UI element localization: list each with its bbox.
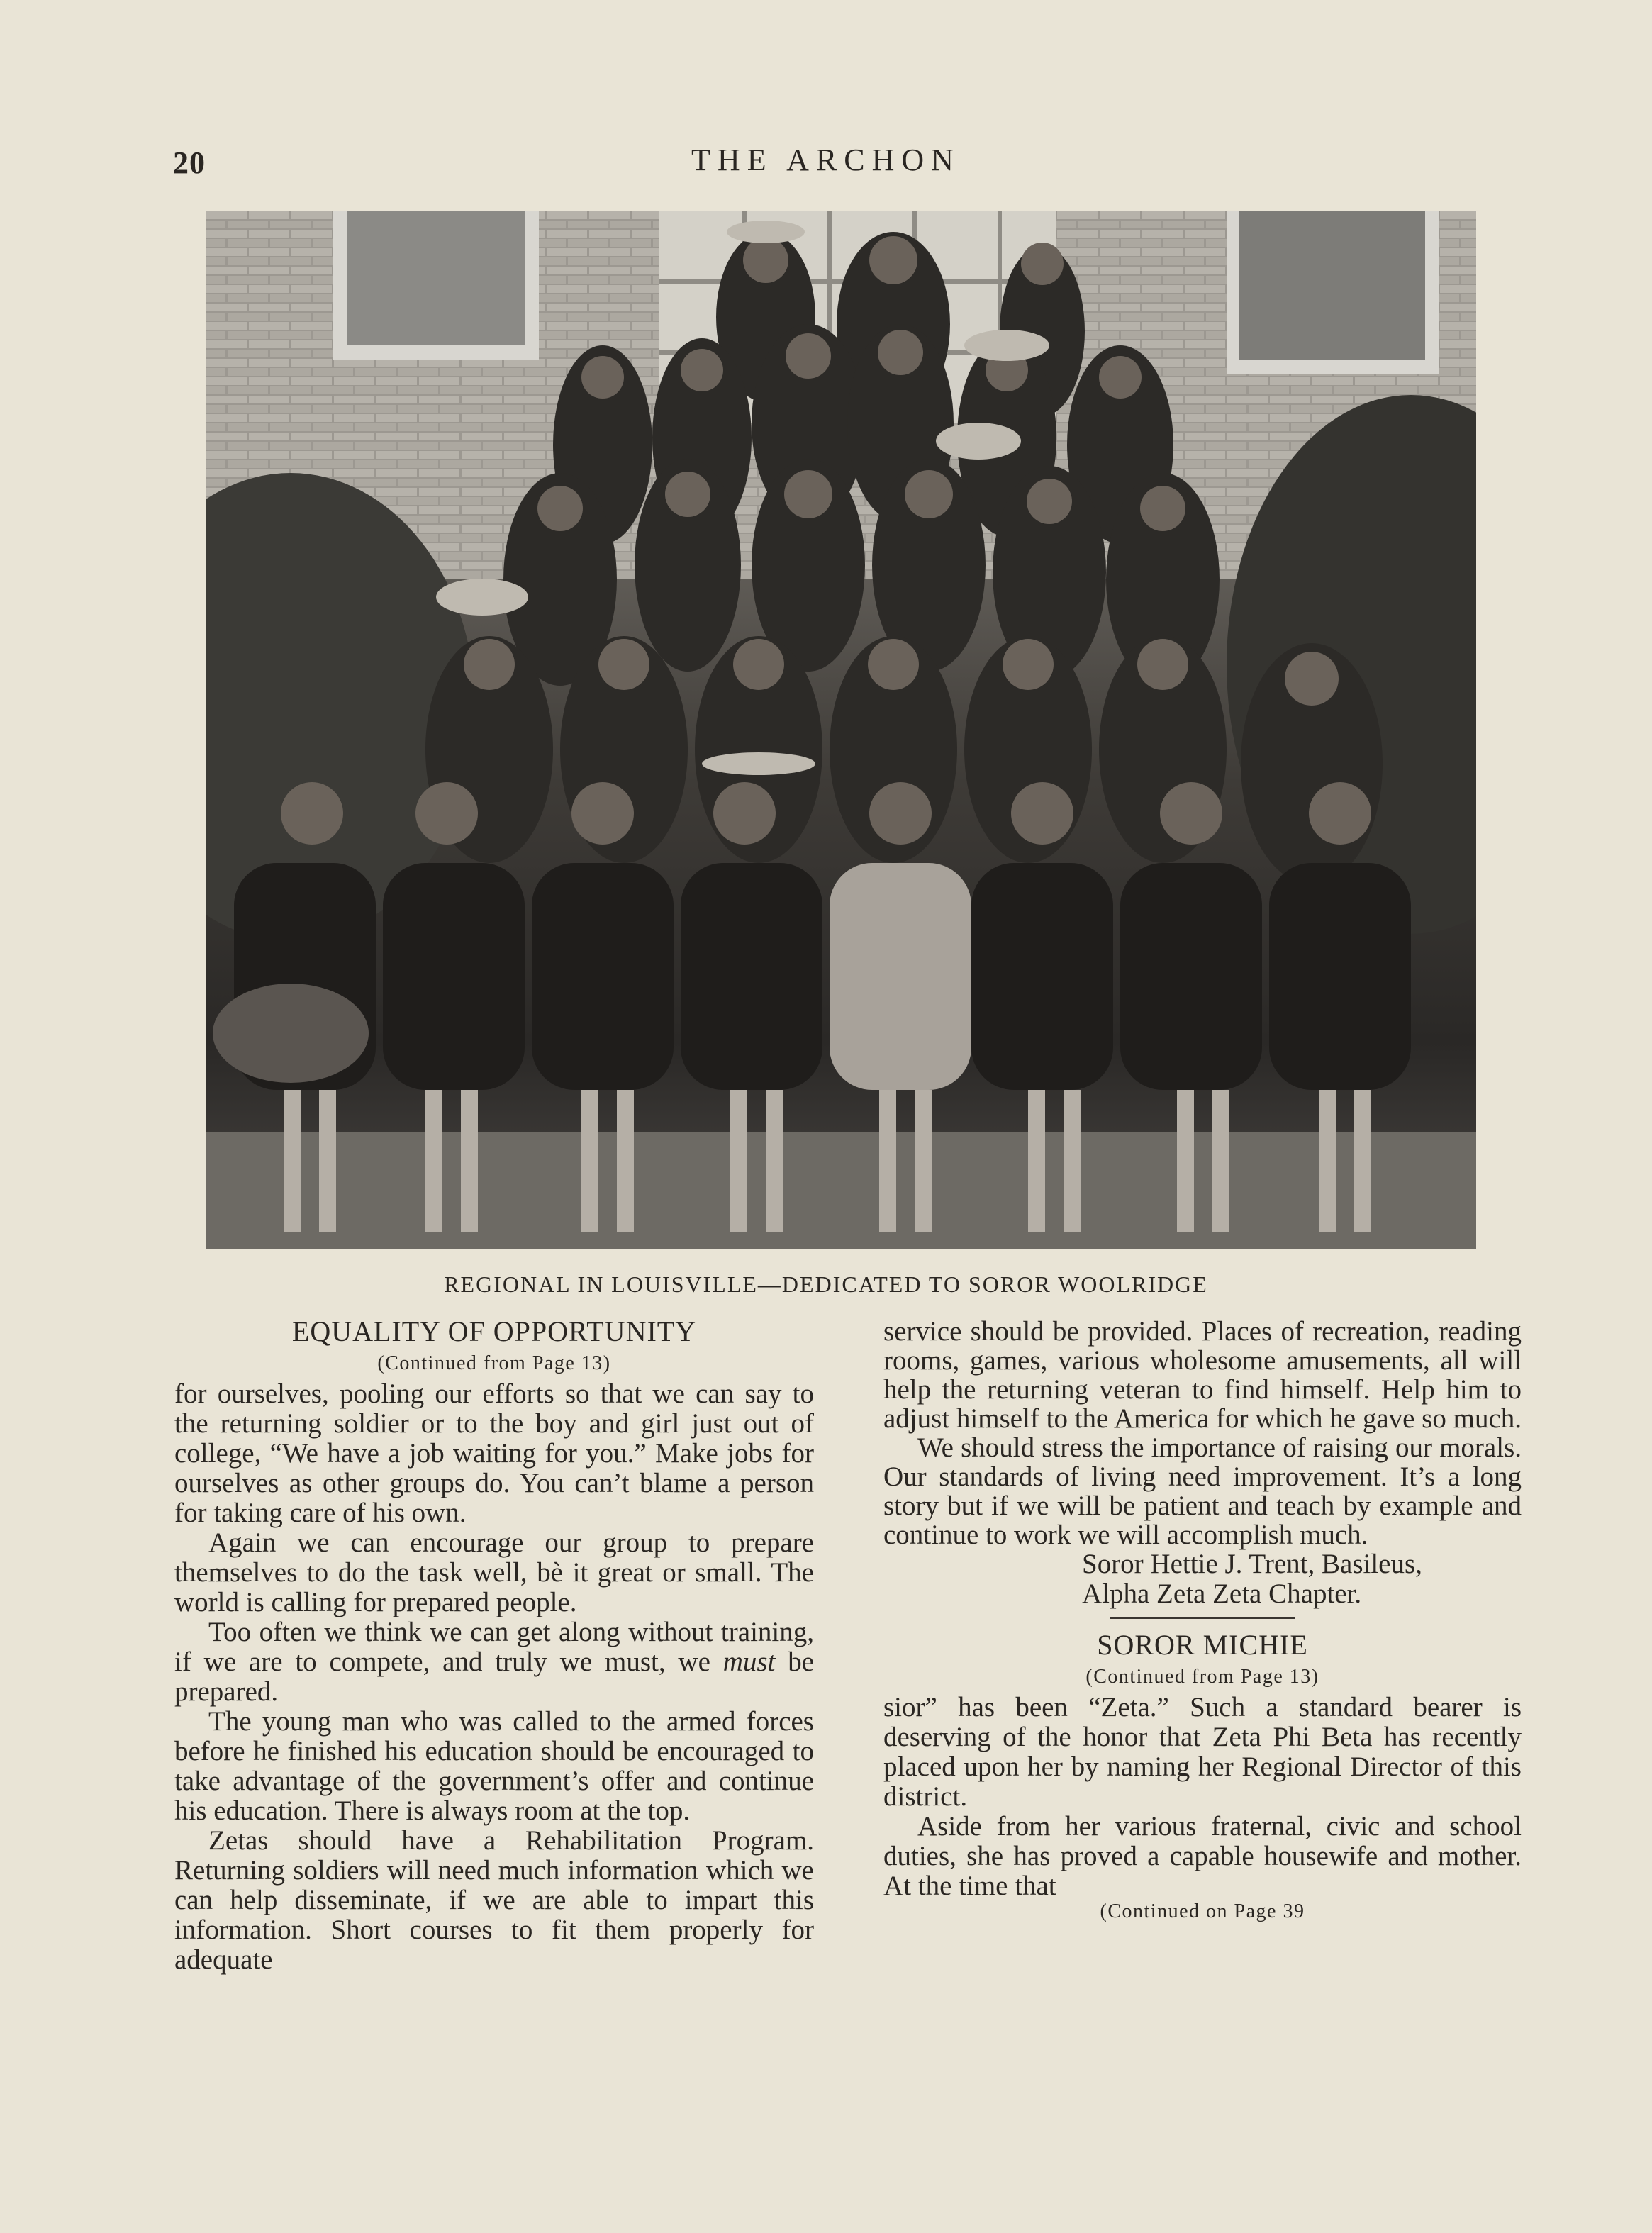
article-title-michie: SOROR MICHIE xyxy=(1097,1629,1308,1661)
photo-caption: REGIONAL IN LOUISVILLE—DEDICATED TO SOROR WOOLRIDGE xyxy=(444,1271,1208,1297)
article-title-equality: EQUALITY OF OPPORTUNITY xyxy=(291,1315,697,1347)
paragraph: Again we can encourage our group to prepare themselves to do the task well, bè it great or small. The world is calling for prepared people. xyxy=(174,1527,814,1617)
paragraph-text: be prepared. xyxy=(174,1647,815,1707)
group-photograph xyxy=(206,211,1476,1249)
paragraph-text: Too often we think we can get along without training, if we are to compete, and truly we must, we xyxy=(174,1617,814,1677)
paragraph xyxy=(174,1617,814,1707)
signature-line: Soror Hettie J. Trent, Basileus, xyxy=(1082,1549,1422,1579)
paragraph: service should be provided. Places of recreation, reading rooms, games, various wholesome amusements, all will help the returning veteran to find himself. Help him to adjust himself to the America for which he gave so much. xyxy=(883,1316,1522,1434)
continued-from-note: (Continued from Page 13) xyxy=(377,1352,611,1374)
paragraph: Zetas should have a Rehabilitation Program. Returning soldiers will need much information which we can help disseminate, if we are able to impart this information. Short courses to fit them properly for adequate xyxy=(174,1825,814,1975)
paragraph: for ourselves, pooling our efforts so that we can say to the returning soldier or to the boy and girl just out of college, “We have a job waiting for you.” Make jobs for ourselves as other groups do. You can’t blame a person for taking care of his own. xyxy=(174,1379,814,1528)
right-column xyxy=(883,1317,1522,1924)
paragraph: sior” has been “Zeta.” Such a standard bearer is deserving of the honor that Zeta Phi Beta has recently placed upon her by naming her Regional Director of this district. xyxy=(883,1692,1522,1812)
paragraph: The young man who was called to the armed forces before he finished his education should be encouraged to take advantage of the government’s offer and continue his education. There is always room at the top. xyxy=(174,1706,814,1826)
emphasis-word: must xyxy=(722,1647,776,1677)
continued-from-note: (Continued from Page 13) xyxy=(1085,1666,1319,1688)
page-number: 20 xyxy=(173,145,206,180)
continued-on-note: (Continued on Page 39 xyxy=(1100,1900,1305,1922)
left-column xyxy=(174,1317,814,1975)
group-photograph-illustration xyxy=(206,211,1476,1249)
paragraph: We should stress the importance of raising our morals. Our standards of living need improvement. It’s a long story but if we will be patient and teach by example and continue to work we will accomplish much. xyxy=(883,1432,1522,1550)
magazine-title: THE ARCHON xyxy=(691,143,961,177)
paragraph: Aside from her various fraternal, civic and school duties, she has proved a capable housewife and mother. At the time that xyxy=(883,1811,1522,1901)
signature-line: Alpha Zeta Zeta Chapter. xyxy=(1082,1578,1362,1609)
section-divider xyxy=(1110,1617,1295,1619)
